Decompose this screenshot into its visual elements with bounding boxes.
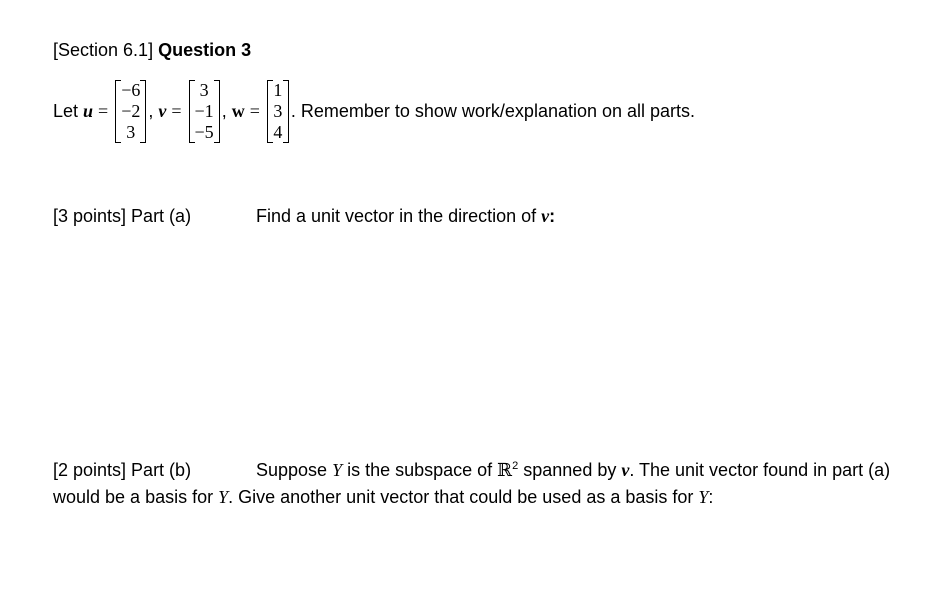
vector-w-entry: 3	[273, 101, 283, 121]
part-a-prompt: Find a unit vector in the direction of v:	[256, 206, 556, 226]
instruction-remark: . Remember to show work/explanation on all parts.	[290, 101, 696, 121]
part-b-var: v	[621, 460, 630, 480]
let-label: Let	[53, 101, 79, 121]
equals-sign: =	[98, 101, 109, 121]
vector-w-entry: 4	[273, 122, 283, 142]
u-symbol: u	[83, 101, 94, 121]
vector-u-entry: −2	[121, 101, 141, 121]
v-symbol: v	[158, 101, 167, 121]
w-symbol: w	[231, 101, 245, 121]
vector-v-entry: 3	[199, 80, 209, 100]
comma: ,	[148, 101, 154, 121]
question-title	[53, 40, 251, 61]
vector-w-entry: 1	[273, 80, 283, 100]
section-label: [Section 6.1]	[53, 40, 154, 60]
subspace-symbol: Y	[332, 460, 343, 480]
comma: ,	[221, 101, 227, 121]
vector-u	[115, 80, 146, 143]
equals-sign: =	[171, 101, 182, 121]
part-b-prompt-line1: Suppose Y is the subspace of ℝ$^2$ spanned by v. The unit vector found in part (a)	[256, 460, 891, 480]
subspace-symbol: Y	[218, 487, 229, 507]
subspace-symbol: Y	[698, 487, 709, 507]
part-a-label: [3 points] Part (a)	[53, 206, 192, 226]
real-space-symbol: ℝ	[497, 460, 513, 480]
given-vectors	[53, 80, 695, 143]
equals-sign: =	[249, 101, 260, 121]
question-label: Question 3	[158, 40, 252, 60]
vector-v	[189, 80, 220, 143]
vector-u-entry: −6	[121, 80, 141, 100]
vector-v-entry: −1	[194, 101, 214, 121]
part-a-var: v	[541, 206, 550, 226]
part-b-label: [2 points] Part (b)	[53, 460, 192, 480]
real-space-exponent: 2	[512, 460, 519, 472]
vector-w	[267, 80, 289, 143]
vector-v-entry: −5	[194, 122, 214, 142]
vector-u-entry: 3	[126, 122, 136, 142]
part-b-prompt-line2: would be a basis for Y. Give another unit vector that could be used as a basis for Y:	[53, 487, 714, 507]
